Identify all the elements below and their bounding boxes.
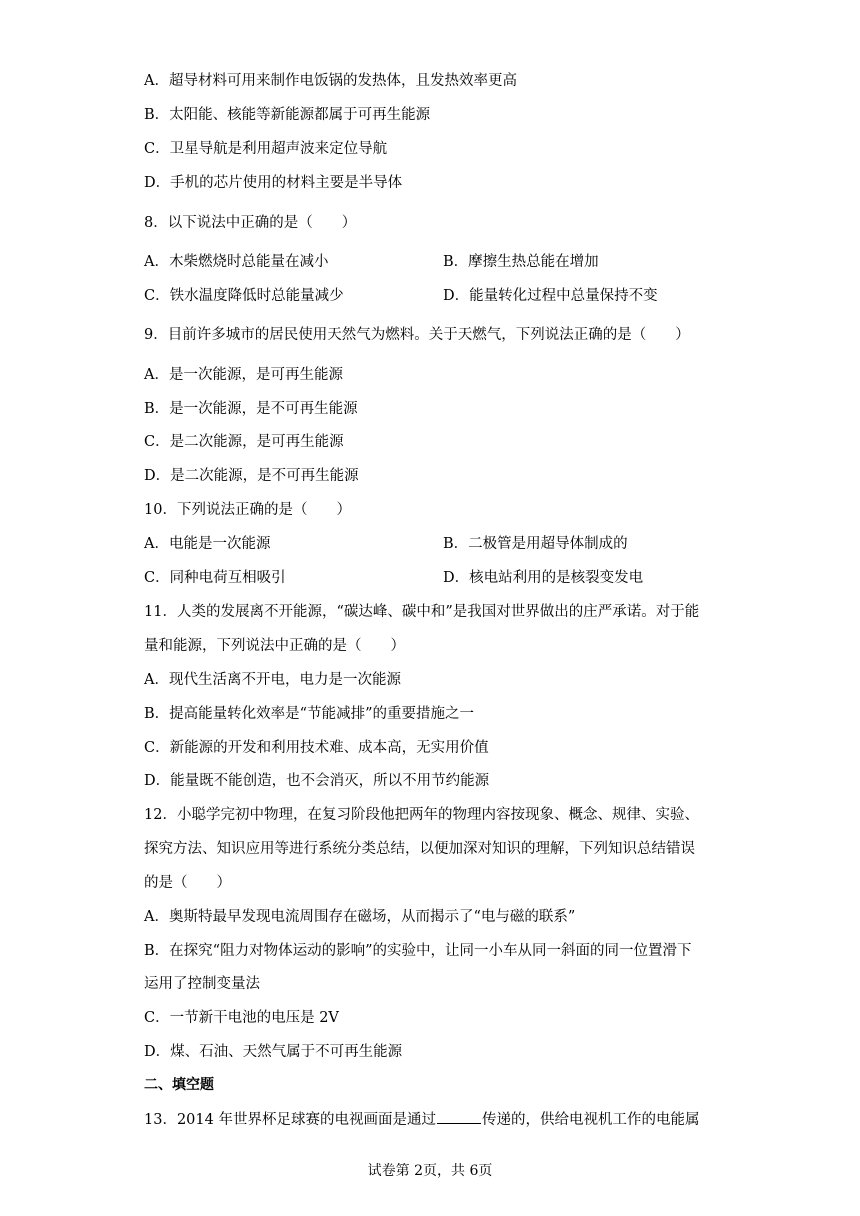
q12-option-b-line-1: B．在探究“阻力对物体运动的影响”的实验中，让同一小车从同一斜面的同一位置滑下 <box>144 943 692 959</box>
q13-answer-blank <box>437 1109 481 1124</box>
q13-stem <box>144 1109 699 1130</box>
page-footer: 试卷第 2页，共 6页 <box>367 1163 493 1179</box>
q8-option-c: C．铁水温度降低时总能量减少 <box>144 288 344 304</box>
q8-stem: 8．以下说法中正确的是（ ） <box>144 215 357 231</box>
q10-option-a: A．电能是一次能源 <box>144 536 271 552</box>
q11-option-c: C．新能源的开发和利用技术难、成本高，无实用价值 <box>144 740 489 756</box>
q13-text-before: 13．2014 年世界杯足球赛的电视画面是通过 <box>144 1112 436 1128</box>
q10-option-d: D．核电站利用的是核裂变发电 <box>443 570 644 586</box>
q11-option-b: B．提高能量转化效率是“节能减排”的重要措施之一 <box>144 706 474 722</box>
q11-option-d: D．能量既不能创造，也不会消灭，所以不用节约能源 <box>144 773 490 789</box>
q12-option-c: C．一节新干电池的电压是 2V <box>144 1010 339 1026</box>
q11-stem-line-1: 11．人类的发展离不开能源，“碳达峰、碳中和”是我国对世界做出的庄严承诺。对于能 <box>144 604 700 620</box>
q9-option-c: C．是二次能源，是可再生能源 <box>144 434 344 450</box>
q7-option-a: A．超导材料可用来制作电饭锅的发热体，且发热效率更高 <box>144 73 517 89</box>
q9-stem: 9．目前许多城市的居民使用天然气为燃料。关于天燃气，下列说法正确的是（ ） <box>144 327 690 343</box>
q7-option-c: C．卫星导航是利用超声波来定位导航 <box>144 141 388 157</box>
q7-option-b: B．太阳能、核能等新能源都属于可再生能源 <box>144 107 431 123</box>
q11-stem-line-2: 量和能源，下列说法中正确的是（ ） <box>144 638 405 654</box>
q9-option-d: D．是二次能源，是不可再生能源 <box>144 468 359 484</box>
q9-option-a: A．是一次能源，是可再生能源 <box>144 367 343 383</box>
q13-text-after: 传递的，供给电视机工作的电能属 <box>481 1112 700 1128</box>
q12-stem-line-3: 的是（ ） <box>144 875 231 891</box>
q10-option-c: C．同种电荷互相吸引 <box>144 570 286 586</box>
q8-option-b: B．摩擦生热总能在增加 <box>443 254 599 270</box>
q7-option-d: D．手机的芯片使用的材料主要是半导体 <box>144 175 403 191</box>
q9-option-b: B．是一次能源，是不可再生能源 <box>144 401 358 417</box>
q12-option-d: D．煤、石油、天然气属于不可再生能源 <box>144 1044 403 1060</box>
q11-option-a: A．现代生活离不开电，电力是一次能源 <box>144 672 401 688</box>
q10-option-b: B．二极管是用超导体制成的 <box>443 536 628 552</box>
section-heading-fill-in: 二、填空题 <box>144 1077 214 1093</box>
q12-option-a: A．奥斯特最早发现电流周围存在磁场，从而揭示了“电与磁的联系” <box>144 909 576 925</box>
q12-stem-line-1: 12．小聪学完初中物理，在复习阶段他把两年的物理内容按现象、概念、规律、实验、 <box>144 807 699 823</box>
q8-option-d: D．能量转化过程中总量保持不变 <box>443 288 658 304</box>
q12-stem-line-2: 探究方法、知识应用等进行系统分类总结，以便加深对知识的理解，下列知识总结错误 <box>144 841 695 857</box>
q10-stem: 10．下列说法正确的是（ ） <box>144 502 351 518</box>
q12-option-b-line-2: 运用了控制变量法 <box>144 976 260 992</box>
q8-option-a: A．木柴燃烧时总能量在减小 <box>144 254 329 270</box>
